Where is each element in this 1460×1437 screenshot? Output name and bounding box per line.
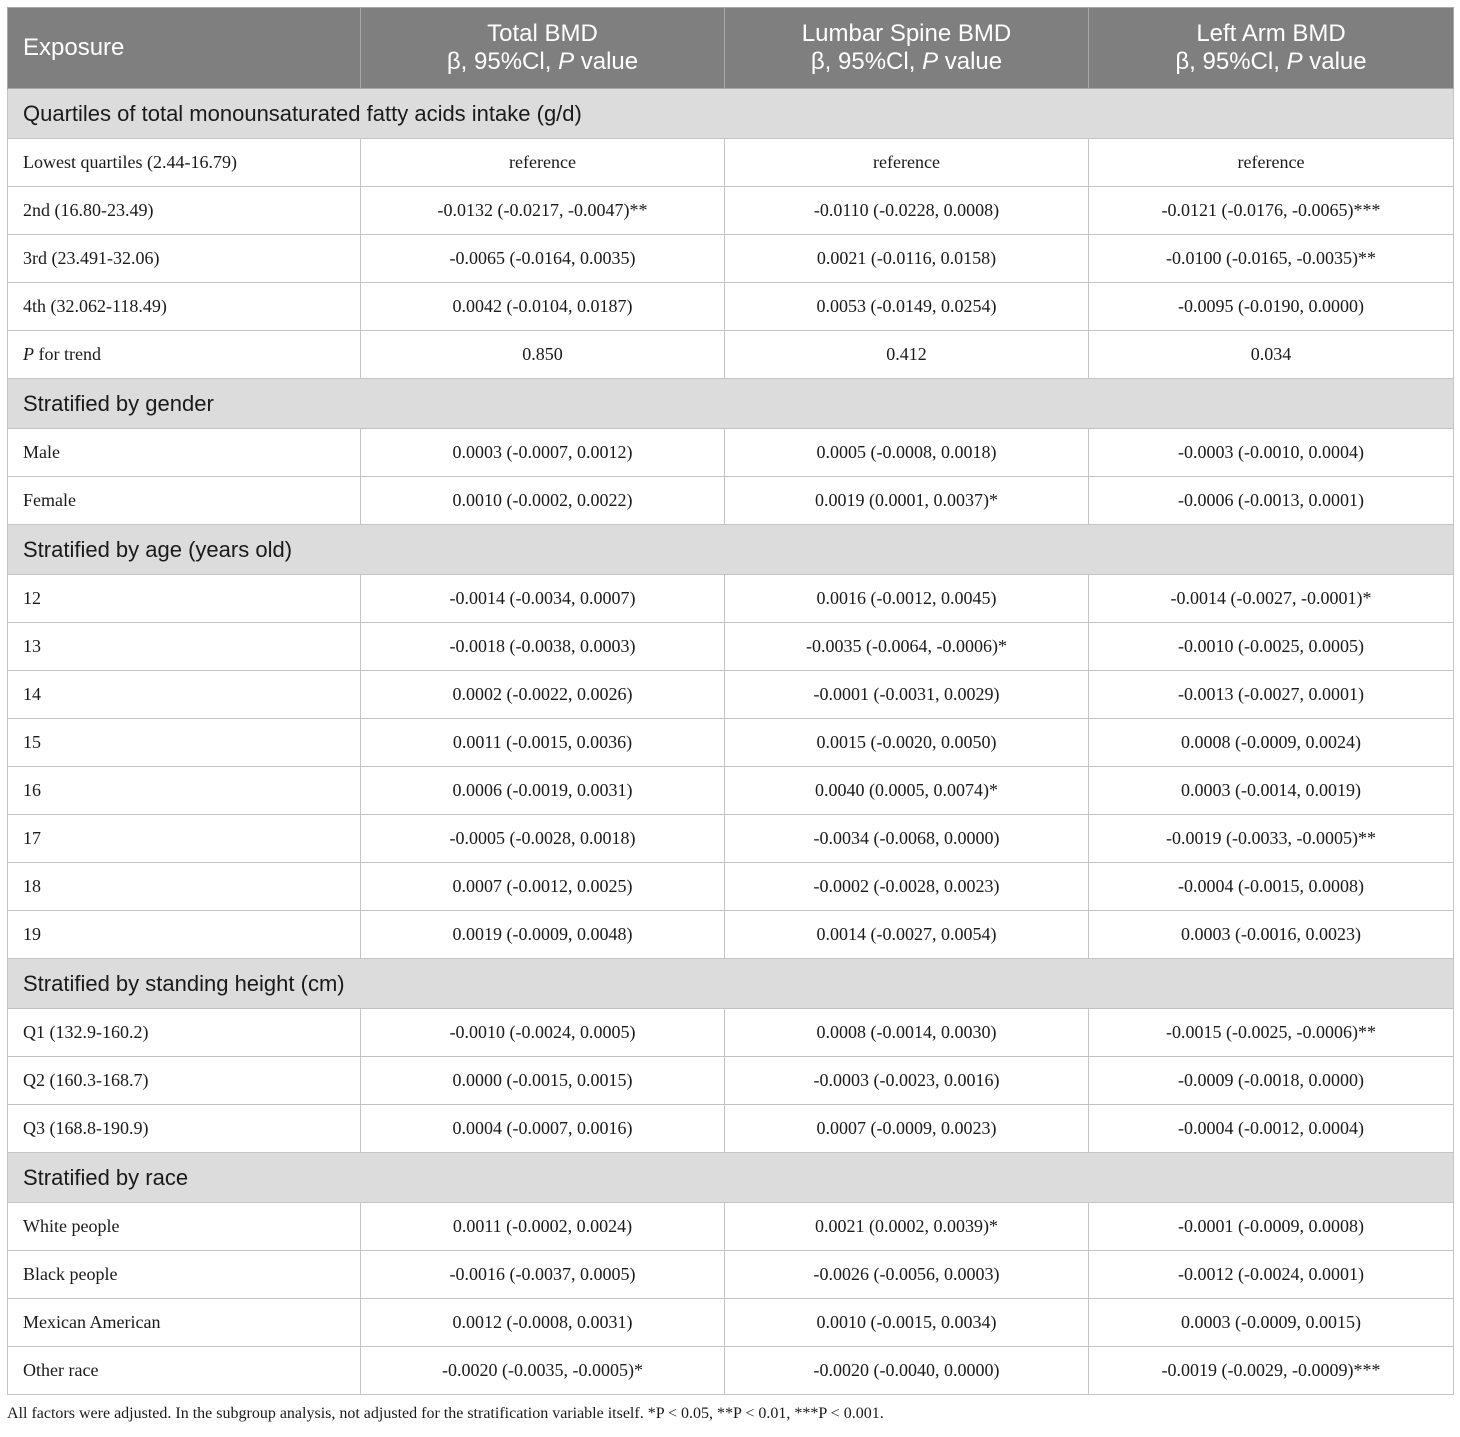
- stat-prefix: β, 95%Cl,: [446, 48, 559, 75]
- table-cell: -0.0003 (-0.0010, 0.0004): [1089, 429, 1454, 477]
- table-row: [8, 911, 1454, 959]
- section-title: Stratified by gender: [8, 379, 1454, 429]
- table-cell: 0.0019 (-0.0009, 0.0048): [361, 911, 725, 959]
- table-cell: 0.0012 (-0.0008, 0.0031): [361, 1299, 725, 1347]
- header-left-arm-bmd: [1089, 8, 1454, 89]
- table-row: [8, 139, 1454, 187]
- table-cell: -0.0100 (-0.0165, -0.0035)**: [1089, 235, 1454, 283]
- row-label: 13: [8, 623, 361, 671]
- table-row: [8, 235, 1454, 283]
- table-cell: -0.0016 (-0.0037, 0.0005): [361, 1251, 725, 1299]
- table-row: [8, 1009, 1454, 1057]
- table-cell: 0.0011 (-0.0015, 0.0036): [361, 719, 725, 767]
- table-cell: 0.0006 (-0.0019, 0.0031): [361, 767, 725, 815]
- row-label: 2nd (16.80-23.49): [8, 187, 361, 235]
- table-row: [8, 1203, 1454, 1251]
- table-cell: -0.0001 (-0.0031, 0.0029): [725, 671, 1089, 719]
- table-cell: 0.0019 (0.0001, 0.0037)*: [725, 477, 1089, 525]
- table-cell: -0.0004 (-0.0015, 0.0008): [1089, 863, 1454, 911]
- table-row: [8, 815, 1454, 863]
- table-row: [8, 1057, 1454, 1105]
- header-lumbar-spine-bmd: [725, 8, 1089, 89]
- table-cell: -0.0034 (-0.0068, 0.0000): [725, 815, 1089, 863]
- table-cell: reference: [361, 139, 725, 187]
- stat-suffix: value: [938, 48, 1003, 75]
- table-cell: -0.0110 (-0.0228, 0.0008): [725, 187, 1089, 235]
- table-cell: -0.0013 (-0.0027, 0.0001): [1089, 671, 1454, 719]
- table-row: [8, 1251, 1454, 1299]
- table-cell: 0.0004 (-0.0007, 0.0016): [361, 1105, 725, 1153]
- table-cell: reference: [725, 139, 1089, 187]
- table-row: [8, 429, 1454, 477]
- stat-suffix: value: [574, 48, 639, 75]
- row-label: 17: [8, 815, 361, 863]
- row-label: Black people: [8, 1251, 361, 1299]
- table-cell: -0.0002 (-0.0028, 0.0023): [725, 863, 1089, 911]
- table-cell: -0.0014 (-0.0027, -0.0001)*: [1089, 575, 1454, 623]
- table-cell: -0.0095 (-0.0190, 0.0000): [1089, 283, 1454, 331]
- table-row: [8, 623, 1454, 671]
- table-cell: 0.0000 (-0.0015, 0.0015): [361, 1057, 725, 1105]
- stat-prefix: β, 95%Cl,: [810, 48, 923, 75]
- table-footnote: All factors were adjusted. In the subgroup analysis, not adjusted for the stratification variable itself. *P < 0.05, **P < 0.01, ***P < 0.001.: [7, 1405, 884, 1422]
- row-label: [8, 331, 361, 379]
- row-label: 16: [8, 767, 361, 815]
- table-cell: -0.0005 (-0.0028, 0.0018): [361, 815, 725, 863]
- table-cell: 0.0002 (-0.0022, 0.0026): [361, 671, 725, 719]
- section-header-row: [8, 959, 1454, 1009]
- row-label: 15: [8, 719, 361, 767]
- table-cell: 0.0014 (-0.0027, 0.0054): [725, 911, 1089, 959]
- section-header-row: [8, 379, 1454, 429]
- table-cell: -0.0019 (-0.0033, -0.0005)**: [1089, 815, 1454, 863]
- table-cell: 0.0007 (-0.0012, 0.0025): [361, 863, 725, 911]
- table-row: [8, 1347, 1454, 1395]
- row-label: Q2 (160.3-168.7): [8, 1057, 361, 1105]
- section-header-row: [8, 89, 1454, 139]
- table-row: [8, 1105, 1454, 1153]
- header-total-bmd: [361, 8, 725, 89]
- table-cell: -0.0015 (-0.0025, -0.0006)**: [1089, 1009, 1454, 1057]
- table-row: [8, 671, 1454, 719]
- table-body: [8, 89, 1454, 1395]
- section-title: Stratified by standing height (cm): [8, 959, 1454, 1009]
- table-row: [8, 1299, 1454, 1347]
- row-label-italic: P: [23, 344, 34, 364]
- row-label: Female: [8, 477, 361, 525]
- row-label: 14: [8, 671, 361, 719]
- section-title: Stratified by age (years old): [8, 525, 1454, 575]
- table-cell: 0.0003 (-0.0007, 0.0012): [361, 429, 725, 477]
- table-cell: 0.0003 (-0.0009, 0.0015): [1089, 1299, 1454, 1347]
- table-cell: -0.0006 (-0.0013, 0.0001): [1089, 477, 1454, 525]
- table-cell: 0.0011 (-0.0002, 0.0024): [361, 1203, 725, 1251]
- table-cell: -0.0065 (-0.0164, 0.0035): [361, 235, 725, 283]
- table-cell: -0.0019 (-0.0029, -0.0009)***: [1089, 1347, 1454, 1395]
- table-cell: reference: [1089, 139, 1454, 187]
- header-stat-label: [735, 48, 1078, 76]
- row-label: 4th (32.062-118.49): [8, 283, 361, 331]
- section-title: Stratified by race: [8, 1153, 1454, 1203]
- table-row: [8, 575, 1454, 623]
- table-cell: -0.0003 (-0.0023, 0.0016): [725, 1057, 1089, 1105]
- table-cell: 0.412: [725, 331, 1089, 379]
- table-cell: -0.0009 (-0.0018, 0.0000): [1089, 1057, 1454, 1105]
- table-row: [8, 283, 1454, 331]
- section-header-row: [8, 1153, 1454, 1203]
- row-label: Q3 (168.8-190.9): [8, 1105, 361, 1153]
- table-cell: -0.0001 (-0.0009, 0.0008): [1089, 1203, 1454, 1251]
- table-cell: 0.0021 (-0.0116, 0.0158): [725, 235, 1089, 283]
- table-cell: 0.850: [361, 331, 725, 379]
- row-label-rest: for trend: [34, 344, 101, 364]
- table-cell: 0.0010 (-0.0002, 0.0022): [361, 477, 725, 525]
- table-cell: -0.0026 (-0.0056, 0.0003): [725, 1251, 1089, 1299]
- table-cell: 0.0053 (-0.0149, 0.0254): [725, 283, 1089, 331]
- table-cell: 0.034: [1089, 331, 1454, 379]
- row-label: 3rd (23.491-32.06): [8, 235, 361, 283]
- stat-p: P: [922, 48, 939, 75]
- table-cell: -0.0121 (-0.0176, -0.0065)***: [1089, 187, 1454, 235]
- table-row: [8, 331, 1454, 379]
- row-label: 19: [8, 911, 361, 959]
- table-cell: -0.0020 (-0.0035, -0.0005)*: [361, 1347, 725, 1395]
- table-row: [8, 863, 1454, 911]
- table-cell: 0.0005 (-0.0008, 0.0018): [725, 429, 1089, 477]
- row-label: Mexican American: [8, 1299, 361, 1347]
- table-cell: 0.0016 (-0.0012, 0.0045): [725, 575, 1089, 623]
- table-row: [8, 719, 1454, 767]
- stat-prefix: β, 95%Cl,: [1175, 48, 1287, 75]
- table-cell: -0.0018 (-0.0038, 0.0003): [361, 623, 725, 671]
- table-row: [8, 767, 1454, 815]
- row-label: White people: [8, 1203, 361, 1251]
- table-cell: -0.0010 (-0.0024, 0.0005): [361, 1009, 725, 1057]
- table-row: [8, 187, 1454, 235]
- header-left-arm-bmd-title: Left Arm BMD: [1196, 20, 1346, 47]
- header-total-bmd-title: Total BMD: [487, 20, 598, 47]
- table-cell: 0.0010 (-0.0015, 0.0034): [725, 1299, 1089, 1347]
- header-row: [8, 8, 1454, 89]
- section-title: Quartiles of total monounsaturated fatty acids intake (g/d): [8, 89, 1454, 139]
- row-label: 18: [8, 863, 361, 911]
- table-cell: -0.0014 (-0.0034, 0.0007): [361, 575, 725, 623]
- table-cell: 0.0021 (0.0002, 0.0039)*: [725, 1203, 1089, 1251]
- table-cell: -0.0004 (-0.0012, 0.0004): [1089, 1105, 1454, 1153]
- table-cell: 0.0008 (-0.0009, 0.0024): [1089, 719, 1454, 767]
- stat-p: P: [558, 48, 575, 75]
- row-label: Lowest quartiles (2.44-16.79): [8, 139, 361, 187]
- row-label: Other race: [8, 1347, 361, 1395]
- table-header: [8, 8, 1454, 89]
- table-cell: 0.0003 (-0.0016, 0.0023): [1089, 911, 1454, 959]
- table-cell: 0.0007 (-0.0009, 0.0023): [725, 1105, 1089, 1153]
- row-label: 12: [8, 575, 361, 623]
- table-cell: 0.0008 (-0.0014, 0.0030): [725, 1009, 1089, 1057]
- header-stat-label: [371, 48, 714, 76]
- header-stat-label: [1099, 48, 1443, 76]
- table-cell: -0.0010 (-0.0025, 0.0005): [1089, 623, 1454, 671]
- table-cell: -0.0012 (-0.0024, 0.0001): [1089, 1251, 1454, 1299]
- header-lumbar-spine-bmd-title: Lumbar Spine BMD: [801, 20, 1012, 47]
- table-cell: -0.0020 (-0.0040, 0.0000): [725, 1347, 1089, 1395]
- table-cell: -0.0035 (-0.0064, -0.0006)*: [725, 623, 1089, 671]
- section-header-row: [8, 525, 1454, 575]
- row-label: Q1 (132.9-160.2): [8, 1009, 361, 1057]
- table-cell: 0.0015 (-0.0020, 0.0050): [725, 719, 1089, 767]
- table-row: [8, 477, 1454, 525]
- results-table: [7, 7, 1454, 1395]
- stat-p: P: [1286, 48, 1303, 75]
- stat-suffix: value: [1302, 48, 1367, 75]
- results-table-container: [7, 7, 1453, 1395]
- table-cell: 0.0003 (-0.0014, 0.0019): [1089, 767, 1454, 815]
- row-label: Male: [8, 429, 361, 477]
- table-cell: -0.0132 (-0.0217, -0.0047)**: [361, 187, 725, 235]
- table-cell: 0.0042 (-0.0104, 0.0187): [361, 283, 725, 331]
- table-cell: 0.0040 (0.0005, 0.0074)*: [725, 767, 1089, 815]
- header-exposure: Exposure: [8, 8, 361, 89]
